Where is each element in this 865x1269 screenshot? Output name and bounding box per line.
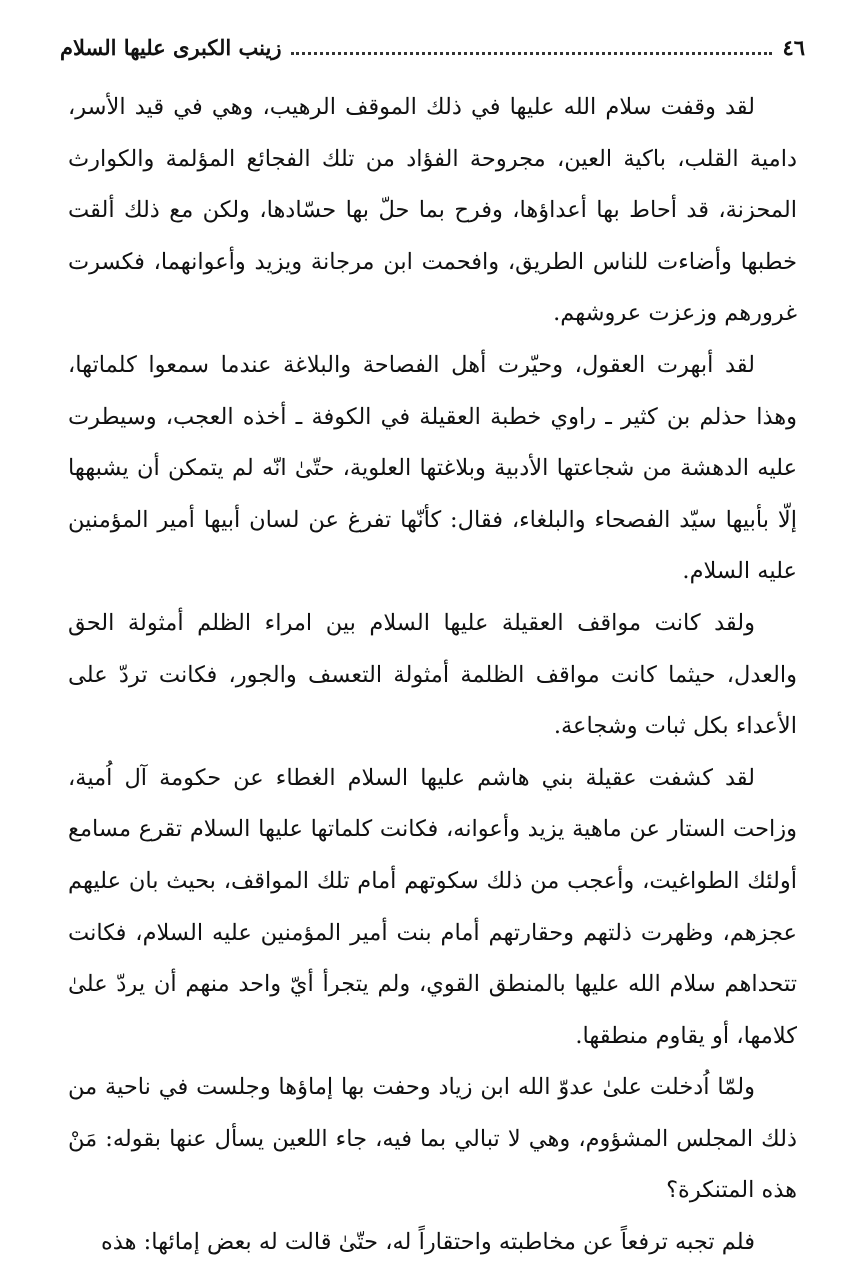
dotted-leader: [291, 40, 772, 55]
paragraph: ولمّا اُدخلت علىٰ عدوّ الله ابن زياد وحفت بها إماؤها وجلست في ناحية من ذلك المجلس المشؤوم، وهي لا تبالي بما فيه، جاء اللعين يسأل عنها بقوله: مَنْ هذه المتنكرة؟: [68, 1074, 797, 1204]
paragraph: لقد أبهرت العقول، وحيّرت أهل الفصاحة والبلاغة عندما سمعوا كلماتها، وهذا حذلم بن كثير ـ راوي خطبة العقيلة في الكوفة ـ أخذه العجب، وسيطرت عليه الدهشة من شجاعتها الأدبية وبلاغتها العلوية، حتّىٰ انّه لم يتمكن أن يشبهها إلّا بأبيها سيّد الفصحاء والبلغاء، فقال: كأنّها تفرغ عن لسان أبيها أمير المؤمنين عليه السلام.: [68, 351, 797, 585]
paragraph: لقد كشفت عقيلة بني هاشم عليها السلام الغطاء عن حكومة آل اُمية، وزاحت الستار عن ماهية يزيد وأعوانه، فكانت كلماتها عليها السلام تقرع مسامع أولئك الطواغيت، وأعجب من ذلك سكوتهم أمام تلك المواقف، بحيث بان عليهم عجزهم، وظهرت ذلتهم وحقارتهم أمام بنت أمير المؤمنين عليه السلام، فكانت تتحداهم سلام الله عليها بالمنطق القوي، ولم يتجرأ أيّ واحد منهم أن يردّ علىٰ كلامها، أو يقاوم منطقها.: [68, 764, 797, 1049]
body-text: [68, 82, 797, 1269]
running-header: [60, 30, 805, 64]
paragraph: لقد وقفت سلام الله عليها في ذلك الموقف الرهيب، وهي في قيد الأسر، دامية القلب، باكية العين، مجروحة الفؤاد من تلك الفجائع المؤلمة والكوارث المحزنة، قد أحاط بها أعداؤها، وفرح بما حلّ بها حسّادها، ولكن مع ذلك ألقت خطبها وأضاءت للناس الطريق، وافحمت ابن مرجانة ويزيد وأعوانهما، فكسرت غرورهم وزعزت عروشهم.: [68, 94, 797, 327]
running-title: زينب الكبرى عليها السلام: [60, 34, 282, 60]
paragraph: ولقد كانت مواقف العقيلة عليها السلام بين امراء الظلم أمثولة الحق والعدل، حيثما كانت مواقف الظلمة أمثولة التعسف والجور، فكانت تردّ على الأعداء بكل ثبات وشجاعة.: [68, 609, 797, 740]
paragraph: فلم تجبه ترفعاً عن مخاطبته واحتقاراً له، حتّىٰ قالت له بعض إمائها: هذه: [101, 1229, 755, 1256]
page-number: ٤٦: [782, 34, 805, 60]
